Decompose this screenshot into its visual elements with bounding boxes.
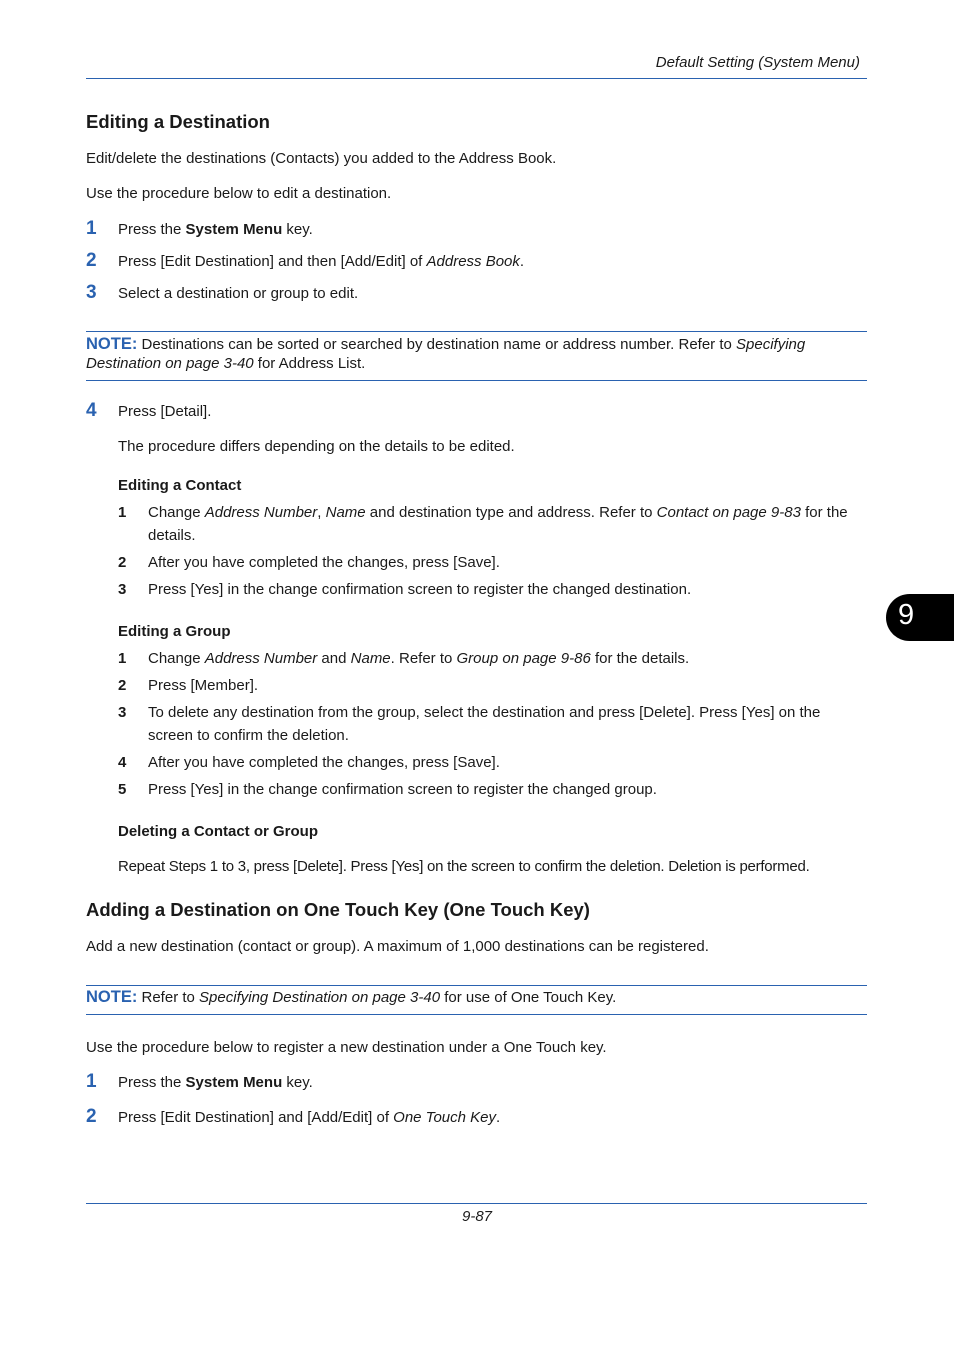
note-box: NOTE: Refer to Specifying Destination on page 3-40 for use of One Touch Key. xyxy=(86,988,617,1006)
page-number: 9-87 xyxy=(461,1208,493,1225)
substep-text: After you have completed the changes, press [Save]. xyxy=(148,754,500,771)
delete-text: Repeat Steps 1 to 3, press [Delete]. Press [Yes] on the screen to confirm the deletion. Deletion is performed. xyxy=(118,858,810,875)
substep-text: Change Address Number, Name and destination type and address. Refer to Contact on page 9-83 for the details. xyxy=(148,504,848,544)
step-text: Press the System Menu key. xyxy=(118,221,313,238)
substep-number: 3 xyxy=(118,581,127,598)
step-number: 4 xyxy=(86,400,97,421)
substep-number: 1 xyxy=(118,504,127,521)
procedure-text: Use the procedure below to edit a destination. xyxy=(86,185,392,202)
step-number: 2 xyxy=(86,1106,97,1127)
chapter-number: 9 xyxy=(898,599,915,631)
intro-text: Edit/delete the destinations (Contacts) you added to the Address Book. xyxy=(86,150,557,167)
chapter-tab xyxy=(886,594,954,641)
note-rule-bottom xyxy=(86,380,867,381)
cross-reference: Specifying Destination on page 3-40 xyxy=(199,989,441,1006)
step-text: Press [Edit Destination] and then [Add/Edit] of Address Book. xyxy=(118,253,525,270)
substep-number: 5 xyxy=(118,781,127,798)
step-text: Press [Edit Destination] and [Add/Edit] of One Touch Key. xyxy=(118,1109,501,1126)
cross-reference: Specifying Destination on page 3-40 xyxy=(86,336,806,372)
substep-number: 2 xyxy=(118,677,127,694)
note-rule-top xyxy=(86,985,867,986)
substep-text: Change Address Number and Name. Refer to Group on page 9-86 for the details. xyxy=(148,650,690,667)
subsection-title: Editing a Group xyxy=(118,623,231,640)
note-label: NOTE: xyxy=(86,988,138,1006)
note-rule-bottom xyxy=(86,1014,867,1015)
substep-number: 1 xyxy=(118,650,127,667)
subsection-title: Deleting a Contact or Group xyxy=(118,823,319,840)
note-rule-top xyxy=(86,331,867,332)
section-title: Adding a Destination on One Touch Key (One Touch Key) xyxy=(86,899,590,920)
step-text: Press [Detail]. xyxy=(118,403,212,420)
step-text: Press the System Menu key. xyxy=(118,1074,313,1091)
step-text: Select a destination or group to edit. xyxy=(118,285,359,302)
step-description: The procedure differs depending on the details to be edited. xyxy=(118,438,515,455)
note-box: NOTE: Destinations can be sorted or searched by destination name or address number. Refer to Specifying Destination on page 3-40 for Address List. xyxy=(86,335,806,372)
substep-text: Press [Yes] in the change confirmation screen to register the changed destination. xyxy=(148,581,692,598)
header-rule xyxy=(86,78,867,79)
step-number: 1 xyxy=(86,218,97,239)
substep-text: To delete any destination from the group, select the destination and press [Delete]. Press [Yes] on the screen to confirm the deletion. xyxy=(148,704,821,744)
procedure-text: Use the procedure below to register a new destination under a One Touch key. xyxy=(86,1039,607,1056)
substep-number: 2 xyxy=(118,554,127,571)
intro-text: Add a new destination (contact or group). A maximum of 1,000 destinations can be registered. xyxy=(86,938,709,955)
subsection-title: Editing a Contact xyxy=(118,477,242,494)
running-header: Default Setting (System Menu) xyxy=(655,54,860,71)
step-number: 1 xyxy=(86,1071,97,1092)
section-title: Editing a Destination xyxy=(86,111,270,132)
step-number: 2 xyxy=(86,250,97,271)
substep-text: Press [Yes] in the change confirmation screen to register the changed group. xyxy=(148,781,657,798)
substep-text: Press [Member]. xyxy=(148,677,259,694)
substep-text: After you have completed the changes, press [Save]. xyxy=(148,554,500,571)
step-number: 3 xyxy=(86,282,97,303)
footer-rule xyxy=(86,1203,867,1204)
note-label: NOTE: xyxy=(86,335,138,353)
substep-number: 4 xyxy=(118,754,127,771)
substep-number: 3 xyxy=(118,704,127,721)
